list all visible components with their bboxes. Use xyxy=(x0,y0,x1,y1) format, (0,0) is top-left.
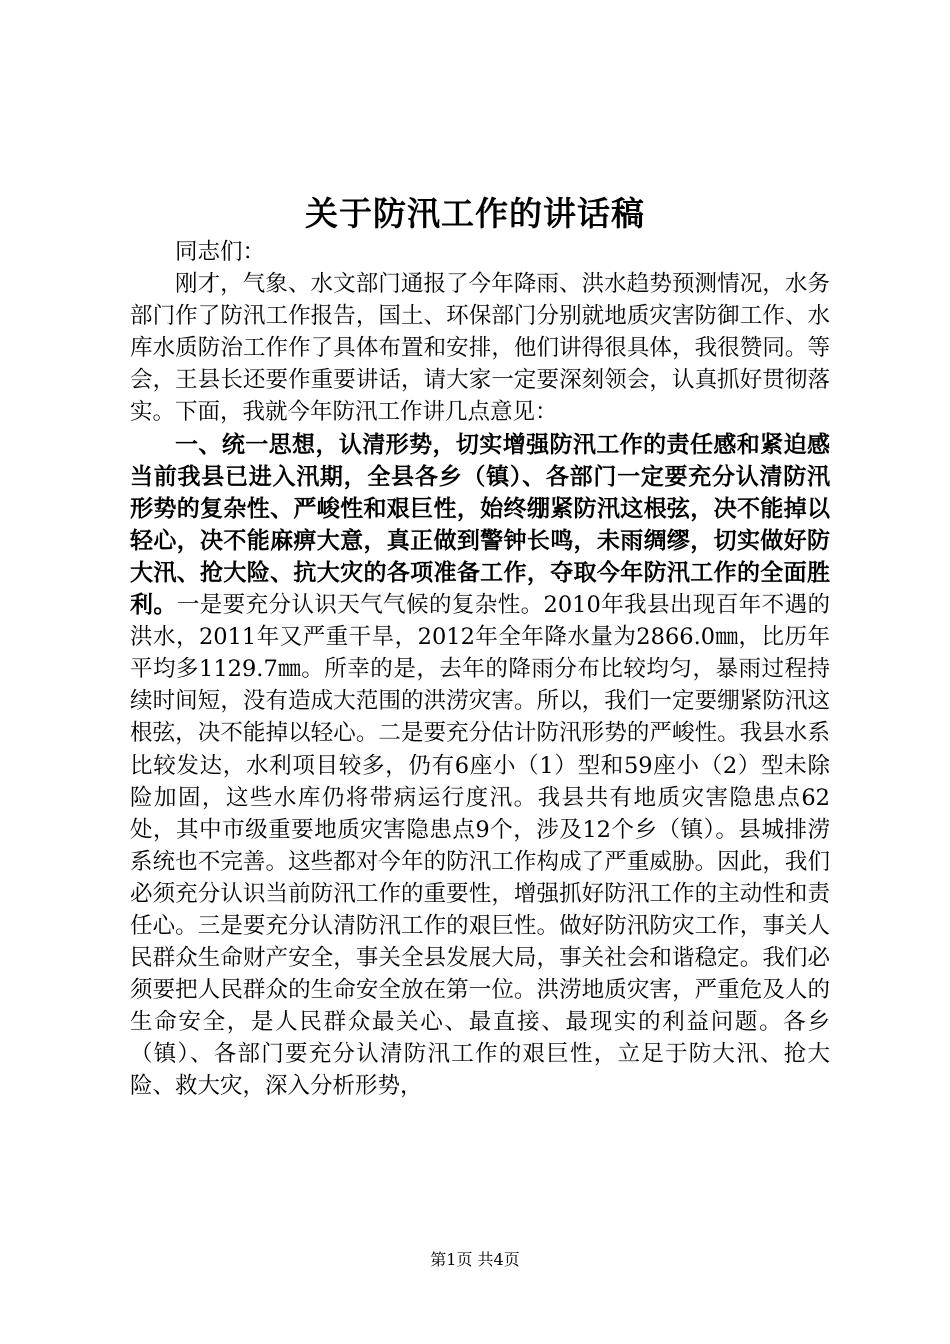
page-number: 第1页 共4页 xyxy=(430,1250,520,1269)
section-1-heading: 一、统一思想，认清形势，切实增强防汛工作的责任感和紧迫感当前我县已进入汛期，全县各乡（镇）、各部门一定要充分认清防汛形势的复杂性、严峻性和艰巨性，始终绷紧防汛这根弦，决不能掉以轻心，决不能麻痹大意，真正做到警钟长鸣，未雨绸缪，切实做好防大汛、抢大险、抗大灾的各项准备工作，夺取今年防汛工作的全面胜利。 xyxy=(130,431,830,619)
paragraph-section-1 xyxy=(130,429,830,1103)
document-title: 关于防汛工作的讲话稿 xyxy=(305,194,645,233)
salutation: 同志们： xyxy=(175,239,266,265)
document-body xyxy=(130,236,830,1103)
paragraph-intro: 刚才，气象、水文部门通报了今年降雨、洪水趋势预测情况，水务部门作了防汛工作报告，国土、环保部门分别就地质灾害防御工作、水库水质防治工作作了具体布置和安排，他们讲得很具体，我很赞同。等会，王县长还要作重要讲话，请大家一定要深刻领会，认真抓好贯彻落实。下面，我就今年防汛工作讲几点意见： xyxy=(130,271,830,426)
section-1-body: 一是要充分认识天气气候的复杂性。2010年我县出现百年不遇的洪水，2011年又严重干旱，2012年全年降水量为2866.0㎜，比历年平均多1129.7㎜。所幸的是，去年的降雨分布比较均匀，暴雨过程持续时间短，没有造成大范围的洪涝灾害。所以，我们一定要绷紧防汛这根弦，决不能掉以轻心。二是要充分估计防汛形势的严峻性。我县水系比较发达，水利项目较多，仍有6座小（1）型和59座小（2）型未除险加固，这些水库仍将带病运行度汛。我县共有地质灾害隐患点62处，其中市级重要地质灾害隐患点9个，涉及12个乡（镇）。县城排涝系统也不完善。这些都对今年的防汛工作构成了严重威胁。因此，我们必须充分认识当前防汛工作的重要性，增强抓好防汛工作的主动性和责任心。三是要充分认清防汛工作的艰巨性。做好防汛防灾工作，事关人民群众生命财产安全，事关全县发展大局，事关社会和谐稳定。我们必须要把人民群众的生命安全放在第一位。洪涝地质灾害，严重危及人的生命安全，是人民群众最关心、最直接、最现实的利益问题。各乡（镇）、各部门要充分认清防汛工作的艰巨性，立足于防大汛、抢大险、救大灾，深入分析形势， xyxy=(130,592,831,1100)
